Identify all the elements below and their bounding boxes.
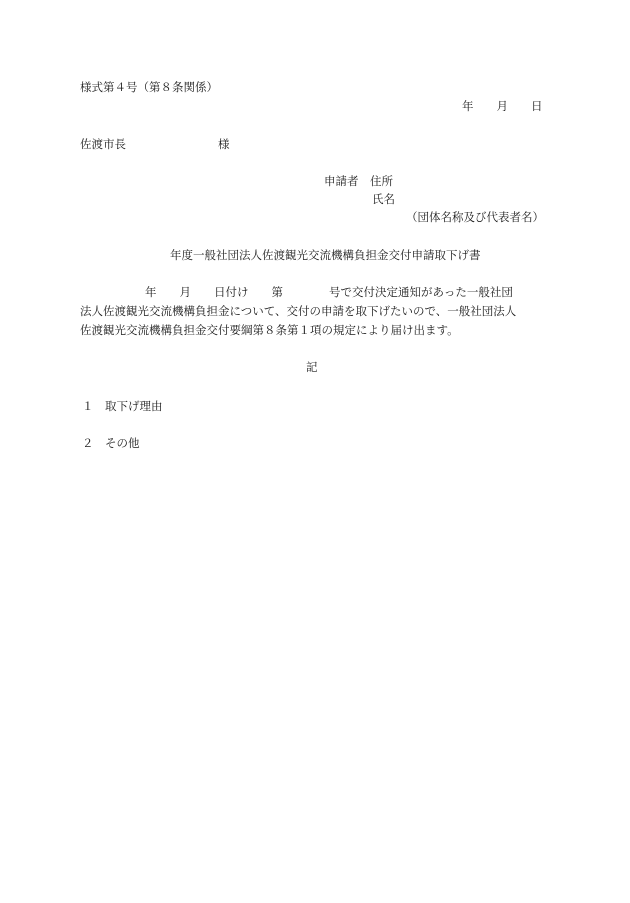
- ki-heading: 記: [306, 360, 318, 374]
- body-line: 年 月 日付け 第 号で交付決定通知があった一般社団: [145, 285, 513, 299]
- body-line: 法人佐渡観光交流機構負担金について、交付の申請を取下げたいので、一般社団法人: [80, 304, 517, 318]
- date-line: 年 月 日: [462, 99, 543, 113]
- form-number: 様式第４号（第８条関係）: [80, 80, 218, 94]
- applicant-name-label: 氏名: [372, 192, 395, 206]
- document-title: 年度一般社団法人佐渡観光交流機構負担金交付申請取下げ書: [170, 248, 481, 262]
- applicant-address-label: 申請者 住所: [324, 174, 393, 188]
- body-line: 佐渡観光交流機構負担金交付要綱第８条第１項の規定により届け出ます。: [80, 323, 459, 337]
- addressee: 佐渡市長 様: [80, 137, 230, 151]
- list-item: １ 取下げ理由: [82, 399, 163, 413]
- applicant-note: （団体名称及び代表者名）: [406, 210, 544, 224]
- list-item: ２ その他: [82, 436, 140, 450]
